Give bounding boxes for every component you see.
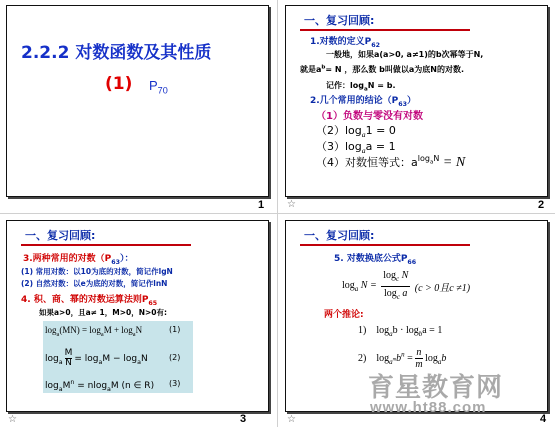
slide-2-thumbnail[interactable] xyxy=(285,5,548,197)
quotient-rule: $\log_a$ $\frac{M}{N}$ = $\log_aM - \log_aN$ xyxy=(45,348,148,368)
header-underline xyxy=(300,29,470,31)
section-5-label: 5. 对数换底公式$P_{66}$ xyxy=(334,254,417,266)
inference-2: 2) $\log_{a^m}b^n$ = $\frac{n}{m}$ $\log_ab$ xyxy=(358,347,447,370)
definition-label: 1.对数的定义$P_{62}$ xyxy=(310,37,381,49)
definition-line-2: 就是$a^b= N$ ，那么数 b叫做以a为底N的对数. xyxy=(300,64,465,74)
slide-number-4: 4 xyxy=(540,413,547,425)
header-underline xyxy=(300,244,470,246)
section-4-label: 4. 积、商、幂的对数运算法则$P_{65}$ xyxy=(21,295,158,307)
definition-line-1: 一般地，如果a(a>0, a≠1)的b次幂等于N, xyxy=(326,50,484,59)
rule-number-3: (3) xyxy=(169,379,181,388)
slide-number-3: 3 xyxy=(240,413,247,425)
inference-1: 1) $\log_ab \cdot \log_ba = 1$ xyxy=(358,325,443,338)
change-of-base-formula: $\log_a N$ = $\frac{\log_c N}{\log_c a}$ (c > 0且c ≠1) xyxy=(342,270,471,301)
slide-number-1: 1 xyxy=(258,199,265,211)
conclusion-2: $(2)\log_a1 = 0$ xyxy=(316,124,396,140)
page-reference: $P_{70}$ xyxy=(149,78,168,96)
rule-number-1: (1) xyxy=(169,325,181,334)
common-log-item: (1) 常用对数：以10为底的对数，简记作lgN xyxy=(21,267,173,276)
header-underline xyxy=(21,244,191,246)
slide-header: 一、复习回顾: xyxy=(304,14,375,27)
definition-notation: 记作：$\log_aN = b$. xyxy=(326,81,396,93)
power-rule: $\log_aM^n = nlog_aM$ (n ∈ R) xyxy=(45,379,155,393)
slide-part-label: (1) xyxy=(105,74,133,94)
section-3-label: 3.两种常用的对数$(P_{63})$： xyxy=(23,254,134,266)
slide-number-2: 2 xyxy=(538,199,545,211)
conclusion-4: （4）对数恒等式：$a^{log_aN} = N$ xyxy=(316,154,466,170)
star-icon: ☆ xyxy=(287,414,296,425)
slide-header: 一、复习回顾: xyxy=(304,229,375,242)
slide-3-thumbnail[interactable] xyxy=(6,220,269,412)
star-icon: ☆ xyxy=(287,199,296,210)
rule-number-2: (2) xyxy=(169,353,181,362)
product-rule: $\log_a(MN) = \log_aM + \log_aN$ xyxy=(45,325,143,338)
slide-title: 2.2.2 对数函数及其性质 xyxy=(21,43,212,63)
conclusion-1: （1）负数与零没有对数 xyxy=(316,111,423,122)
watermark-url: www.ht88.com xyxy=(370,399,487,416)
conclusions-label: 2.几个常用的结论$(P_{63})$ xyxy=(310,96,417,108)
star-icon: ☆ xyxy=(8,414,17,425)
watermark-brand: 育星教育网 xyxy=(368,373,504,403)
slide-header: 一、复习回顾: xyxy=(25,229,96,242)
condition-line: 如果a>0，且a≠ 1，M>0，N>0有: xyxy=(39,308,167,317)
slide-1-thumbnail[interactable] xyxy=(6,5,269,197)
natural-log-item: (2) 自然对数：以e为底的对数，简记作lnN xyxy=(21,279,168,288)
horizontal-divider xyxy=(0,213,555,214)
inference-label: 两个推论: xyxy=(324,310,364,320)
conclusion-3: $(3)\log_aa = 1$ xyxy=(316,140,396,156)
